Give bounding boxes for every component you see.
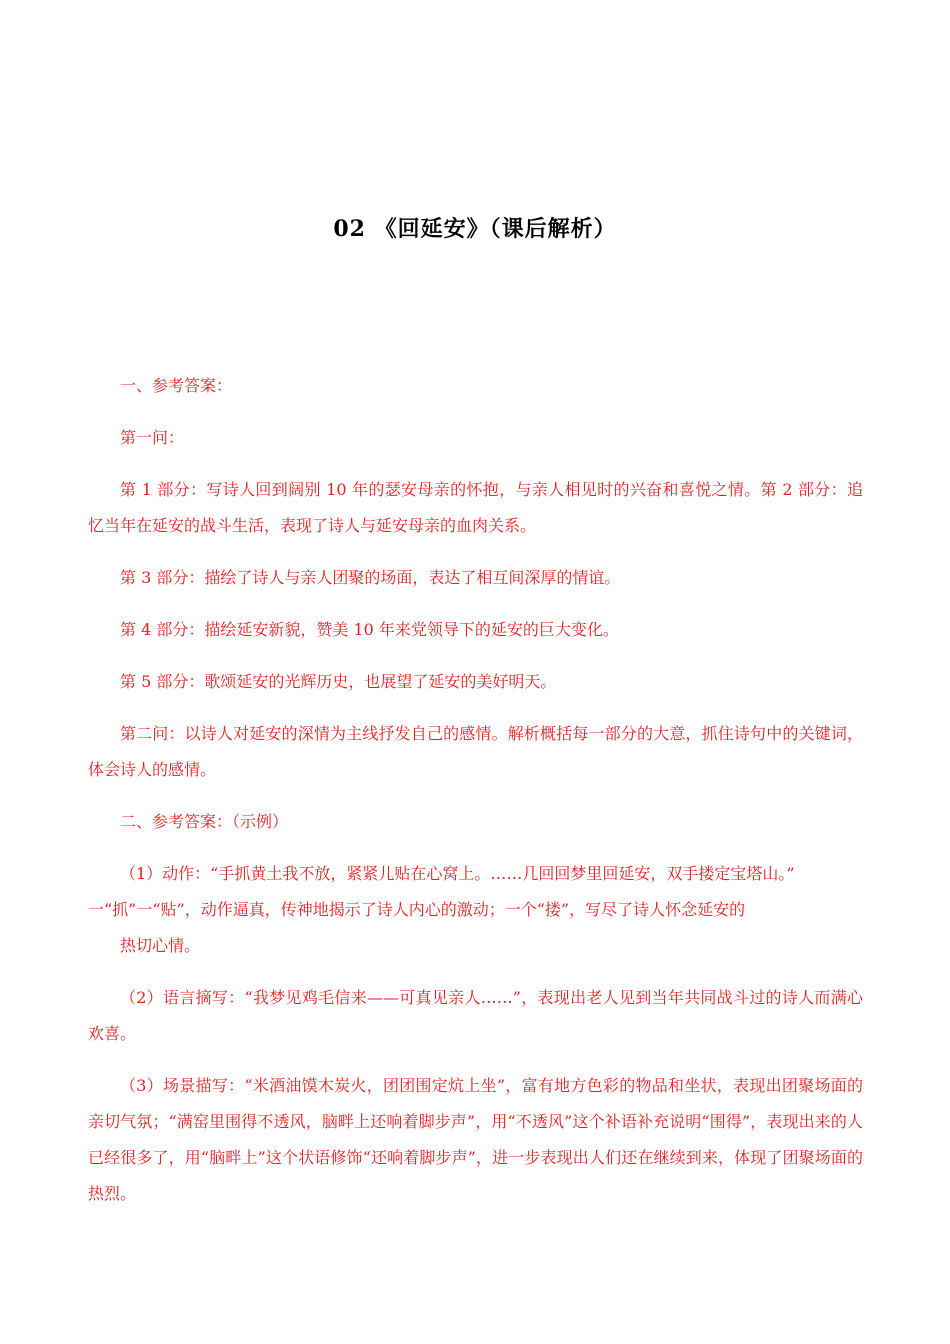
question-2-answer: 第二问：以诗人对延安的深情为主线抒发自己的感情。解析概括每一部分的大意，抓住诗句中的关键词，体会诗人的感情。 xyxy=(88,724,863,779)
section-heading-1: 一、参考答案： xyxy=(120,376,233,395)
answer-paragraph: 第 3 部分：描绘了诗人与亲人团聚的场面，表达了相互间深厚的情谊。 xyxy=(120,568,621,587)
answer-paragraph: 第 1 部分：写诗人回到阔别 10 年的瑟安母亲的怀抱，与亲人相见时的兴奋和喜悦之情。第 2 部分：追忆当年在延安的战斗生活，表现了诗人与延安母亲的血肉关系。 xyxy=(88,480,863,535)
section-heading-2: 二、参考答案：（示例） xyxy=(120,812,289,831)
example-1-line-2: 一“抓”一“贴”，动作逼真，传神地揭示了诗人内心的激动；一个“搂”，写尽了诗人怀念延安的 xyxy=(88,900,746,919)
answer-paragraph: 第 4 部分：描绘延安新貌，赞美 10 年来党领导下的延安的巨大变化。 xyxy=(120,620,619,639)
example-1-line-3: 热切心情。 xyxy=(120,936,201,955)
document-body xyxy=(88,368,863,1228)
answer-paragraph: 第 5 部分：歌颂延安的光辉历史，也展望了延安的美好明天。 xyxy=(120,672,557,691)
example-1-line-1: （1）动作：“手抓黄土我不放，紧紧儿贴在心窝上。……几回回梦里回延安，双手搂定宝塔山。” xyxy=(120,864,795,883)
example-3: （3）场景描写：“米酒油馍木炭火，团团围定炕上坐”，富有地方色彩的物品和坐状，表现出团聚场面的亲切气氛；“满窑里围得不透风，脑畔上还响着脚步声”，用“不透风”这个补语补充说明“围得”，表现出来的人已经很多了，用“脑畔上”这个状语修饰“还响着脚步声”，进一步表现出人们还在继续到来，体现了团聚场面的热烈。 xyxy=(88,1076,863,1203)
question-1-label: 第一问： xyxy=(120,428,185,447)
page-title: 02 《回延安》（课后解析） xyxy=(333,216,617,242)
example-1 xyxy=(88,856,863,964)
example-2: （2）语言摘写：“我梦见鸡毛信来——可真见亲人……”，表现出老人见到当年共同战斗过的诗人而满心欢喜。 xyxy=(88,988,863,1043)
